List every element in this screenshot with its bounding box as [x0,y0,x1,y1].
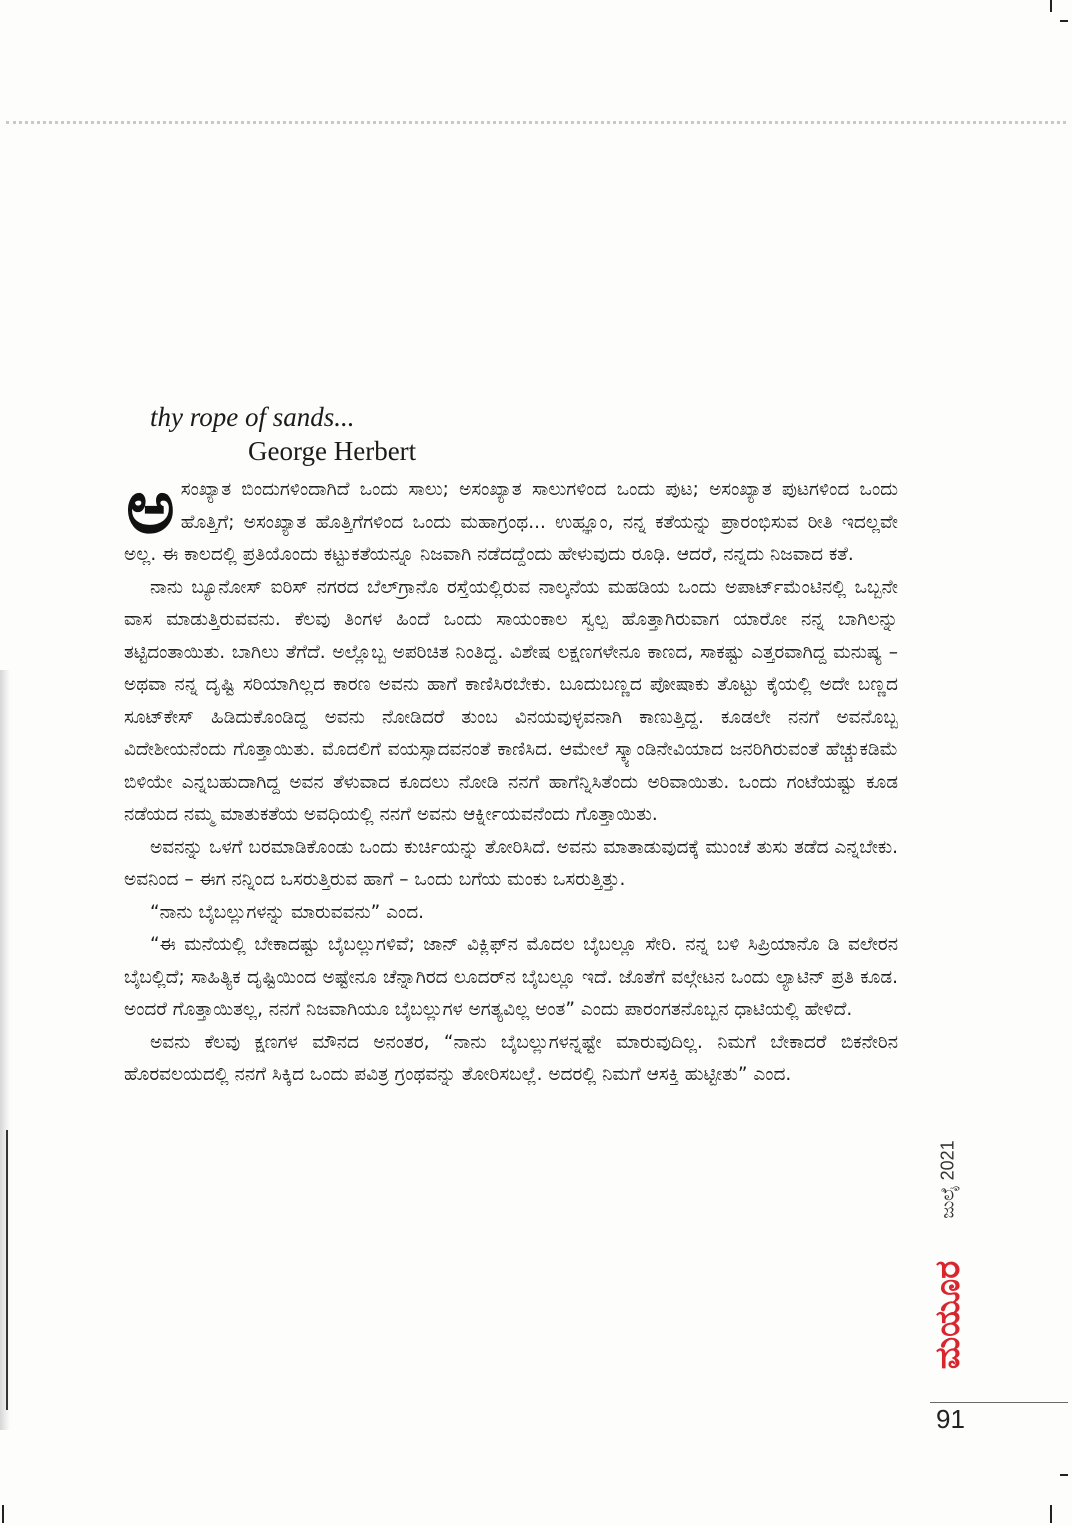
paragraph-2: ನಾನು ಬ್ಯೂನೋಸ್ ಐರಿಸ್ ನಗರದ ಬೆಲ್‌ಗ್ರಾನೊ ರಸ್ತೆಯಲ್ಲಿರುವ ನಾಲ್ಕನೆಯ ಮಹಡಿಯ ಒಂದು ಅಪಾರ್ಟ್‌ಮೆಂಟಿನಲ್ಲಿ ಒಬ್ಬನೇ ವಾಸ ಮಾಡುತ್ತಿರುವವನು. ಕೆಲವು ತಿಂಗಳ ಹಿಂದೆ ಒಂದು ಸಾಯಂಕಾಲ ಸ್ವಲ್ಪ ಹೊತ್ತಾಗಿರುವಾಗ ಯಾರೋ ನನ್ನ ಬಾಗಿಲನ್ನು ತಟ್ಟಿದಂತಾಯಿತು. ಬಾಗಿಲು ತೆಗೆದೆ. ಅಲ್ಲೊಬ್ಬ ಅಪರಿಚಿತ ನಿಂತಿದ್ದ. ವಿಶೇಷ ಲಕ್ಷಣಗಳೇನೂ ಕಾಣದ, ಸಾಕಷ್ಟು ಎತ್ತರವಾಗಿದ್ದ ಮನುಷ್ಯ – ಅಥವಾ ನನ್ನ ದೃಷ್ಟಿ ಸರಿಯಾಗಿಲ್ಲದ ಕಾರಣ ಅವನು ಹಾಗೆ ಕಾಣಿಸಿರಬೇಕು. ಬೂದುಬಣ್ಣದ ಪೋಷಾಕು ತೊಟ್ಟು ಕೈಯಲ್ಲಿ ಅದೇ ಬಣ್ಣದ ಸೂಟ್‌ಕೇಸ್ ಹಿಡಿದುಕೊಂಡಿದ್ದ ಅವನು ನೋಡಿದರೆ ತುಂಬ ವಿನಯವುಳ್ಳವನಾಗಿ ಕಾಣುತ್ತಿದ್ದ. ಕೂಡಲೇ ನನಗೆ ಅವನೊಬ್ಬ ವಿದೇಶೀಯನೆಂದು ಗೊತ್ತಾಯಿತು. ಮೊದಲಿಗೆ ವಯಸ್ಸಾದವನಂತೆ ಕಾಣಿಸಿದ. ಆಮೇಲೆ ಸ್ಕ್ಯಾಂಡಿನೇವಿಯಾದ ಜನರಿಗಿರುವಂತೆ ಹೆಚ್ಚುಕಡಿಮೆ ಬಿಳಿಯೇ ಎನ್ನಬಹುದಾಗಿದ್ದ ಅವನ ತೆಳುವಾದ ಕೂದಲು ನೋಡಿ ನನಗೆ ಹಾಗೆನ್ನಿಸಿತೆಂದು ಅರಿವಾಯಿತು. ಒಂದು ಗಂಟೆಯಷ್ಟು ಕೂಡ ನಡೆಯದ ನಮ್ಮ ಮಾತುಕತೆಯ ಅವಧಿಯಲ್ಲಿ ನನಗೆ ಅವನು ಆರ್ಕ್ನೀಯವನೆಂದು ಗೊತ್ತಾಯಿತು. [124,576,898,825]
magazine-brand-text: ಮಯೂರ [928,1260,968,1370]
epigraph-author: George Herbert [248,436,417,466]
paragraph-6: ಅವನು ಕೆಲವು ಕ್ಷಣಗಳ ಮೌನದ ಅನಂತರ, “ನಾನು ಬೈಬಲ್ಲುಗಳನ್ನಷ್ಟೇ ಮಾರುವುದಿಲ್ಲ. ನಿಮಗೆ ಬೇಕಾದರೆ ಬಿಕನೇರಿನ ಹೊರವಲಯದಲ್ಲಿ ನನಗೆ ಸಿಕ್ಕಿದ ಒಂದು ಪವಿತ್ರ ಗ್ರಂಥವನ್ನು ತೋರಿಸಬಲ್ಲೆ. ಅದರಲ್ಲಿ ನಿಮಗೆ ಆಸಕ್ತಿ ಹುಟ್ಟೀತು” ಎಂದ. [124,1031,898,1085]
crop-mark-top-right [1050,0,1052,12]
paragraph-4: “ನಾನು ಬೈಬಲ್ಲುಗಳನ್ನು ಮಾರುವವನು” ಎಂದ. [150,901,425,923]
paragraph-5: “ಈ ಮನೆಯಲ್ಲಿ ಬೇಕಾದಷ್ಟು ಬೈಬಲ್ಲುಗಳಿವೆ; ಜಾನ್ ವಿಕ್ಲಿಫ್‌ನ ಮೊದಲ ಬೈಬಲ್ಲೂ ಸೇರಿ. ನನ್ನ ಬಳಿ ಸಿಪ್ರಿಯಾನೊ ಡಿ ವಲೇರನ ಬೈಬಲ್ಲಿದೆ; ಸಾಹಿತ್ಯಿಕ ದೃಷ್ಟಿಯಿಂದ ಅಷ್ಟೇನೂ ಚೆನ್ನಾಗಿರದ ಲೂದರ್‌ನ ಬೈಬಲ್ಲೂ ಇದೆ. ಜೊತೆಗೆ ವಲ್ಗೇಟನ ಒಂದು ಲ್ಯಾಟಿನ್ ಪ್ರತಿ ಕೂಡ. ಅಂದರೆ ಗೊತ್ತಾಯಿತಲ್ಲ, ನನಗೆ ನಿಜವಾಗಿಯೂ ಬೈಬಲ್ಲುಗಳ ಅಗತ್ಯವಿಲ್ಲ ಅಂತ” ಎಂದು ಪಾರಂಗತನೊಬ್ಬನ ಧಾಟಿಯಲ್ಲಿ ಹೇಳಿದೆ. [124,934,898,1020]
drop-cap: ಅ [126,464,175,550]
header-dotted-rule [6,121,1066,124]
sidebar-issue-date [924,1124,972,1234]
page-number-rule [930,1402,1068,1403]
crop-mark-bottom-right [1050,1505,1052,1523]
paragraph-3: ಅವನನ್ನು ಒಳಗೆ ಬರಮಾಡಿಕೊಂಡು ಒಂದು ಕುರ್ಚಿಯನ್ನು ತೋರಿಸಿದೆ. ಅವನು ಮಾತಾಡುವುದಕ್ಕೆ ಮುಂಚೆ ತುಸು ತಡೆದ ಎನ್ನಬೇಕು. ಅವನಿಂದ – ಈಗ ನನ್ನಿಂದ ಒಸರುತ್ತಿರುವ ಹಾಗೆ – ಒಂದು ಬಗೆಯ ಮಂಕು ಒಸರುತ್ತಿತ್ತು. [124,836,898,890]
sidebar-magazine-brand [916,1250,980,1380]
article-body [124,464,898,1092]
crop-mark-top-right-tick [1060,20,1068,22]
paragraph-1-text: ಸಂಖ್ಯಾತ ಬಿಂದುಗಳಿಂದಾಗಿದೆ ಒಂದು ಸಾಲು; ಅಸಂಖ್ಯಾತ ಸಾಲುಗಳಿಂದ ಒಂದು ಪುಟ; ಅಸಂಖ್ಯಾತ ಪುಟಗಳಿಂದ ಒಂದು ಹೊತ್ತಿಗೆ; ಅಸಂಖ್ಯಾತ ಹೊತ್ತಿಗೆಗಳಿಂದ ಒಂದು ಮಹಾಗ್ರಂಥ... ಉಹ್ಞೂಂ, ನನ್ನ ಕತೆಯನ್ನು ಪ್ರಾರಂಭಿಸುವ ರೀತಿ ಇದಲ್ಲವೇ ಅಲ್ಲ. ಈ ಕಾಲದಲ್ಲಿ ಪ್ರತಿಯೊಂದು ಕಟ್ಟುಕತೆಯನ್ನೂ ನಿಜವಾಗಿ ನಡೆದದ್ದೆಂದು ಹೇಳುವುದು ರೂಢಿ. ಆದರೆ, ನನ್ನದು ನಿಜವಾದ ಕತೆ. [124,479,898,565]
crop-mark-bottom-left [2,1505,4,1523]
paragraph-1 [124,464,898,572]
page-gutter-edge [6,1130,8,1410]
page-gutter-shadow [0,670,10,1430]
epigraph [150,400,416,468]
epigraph-quote: thy rope of sands... [150,402,355,432]
crop-mark-bottom-right-tick [1060,1474,1068,1476]
issue-date-text: ಜುಲೈ 2021 [937,1139,958,1219]
page-number: 91 [936,1404,965,1434]
